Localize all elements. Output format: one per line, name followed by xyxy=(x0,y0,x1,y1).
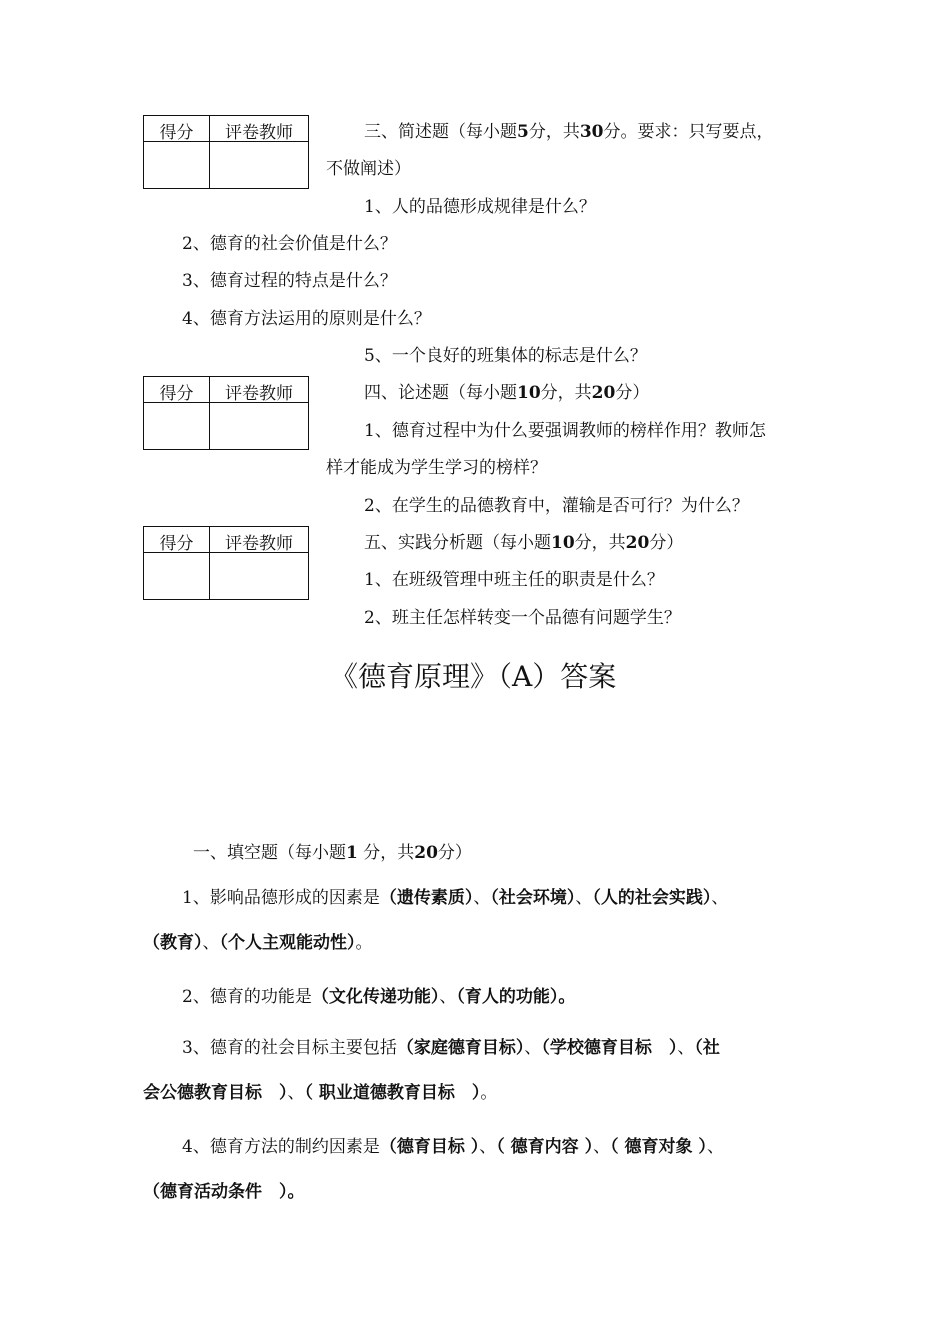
answer-3-line2: 会公德教育目标 ）、（ 职业道德教育目标 ）。 xyxy=(143,1083,498,1103)
score-box-section4 xyxy=(143,376,309,450)
section3-question-4: 4、德育方法运用的原则是什么？ xyxy=(182,309,431,329)
section3-question-3: 3、德育过程的特点是什么？ xyxy=(182,271,397,291)
answer-2: 2、德育的功能是（文化传递功能）、（育人的功能）。 xyxy=(182,987,576,1007)
grader-label: 评卷教师 xyxy=(225,123,293,143)
answers-section1-title: 一、填空题（每小题1 分，共20分） xyxy=(193,843,472,863)
section4-question-2: 2、在学生的品德教育中，灌输是否可行？为什么？ xyxy=(364,496,749,516)
score-box-section5 xyxy=(143,526,309,600)
section5-question-2: 2、班主任怎样转变一个品德有问题学生？ xyxy=(364,608,681,628)
answer-1-line2: （教育）、（个人主观能动性）。 xyxy=(143,933,373,953)
answer-1-line1: 1、影响品德形成的因素是（遗传素质）、（社会环境）、（人的社会实践）、 xyxy=(182,888,729,908)
section4-question-1a: 1、德育过程中为什么要强调教师的榜样作用？教师怎 xyxy=(364,421,766,441)
section3-title: 三、简述题（每小题5分，共30分。要求：只写要点， xyxy=(364,122,774,142)
section3-question-1: 1、人的品德形成规律是什么？ xyxy=(364,197,596,217)
section5-title: 五、实践分析题（每小题10分，共20分） xyxy=(364,533,684,553)
score-label: 得分 xyxy=(159,123,194,143)
section3-title-cont: 不做阐述） xyxy=(326,159,411,179)
grader-label: 评卷教师 xyxy=(225,384,293,404)
section3-question-5: 5、一个良好的班集体的标志是什么？ xyxy=(364,346,647,366)
answer-title: 《德育原理》（A）答案 xyxy=(330,660,617,693)
score-label: 得分 xyxy=(159,534,194,554)
score-box-section3 xyxy=(143,115,309,189)
grader-label: 评卷教师 xyxy=(225,534,293,554)
section4-title: 四、论述题（每小题10分，共20分） xyxy=(364,383,650,403)
score-label: 得分 xyxy=(159,384,194,404)
answer-4-line2: （德育活动条件 ）。 xyxy=(143,1182,305,1202)
answer-4-line1: 4、德育方法的制约因素是（德育目标 ）、（ 德育内容 ）、（ 德育对象 ）、 xyxy=(182,1137,724,1157)
answer-3-line1: 3、德育的社会目标主要包括（家庭德育目标）、（学校德育目标 ）、（社 xyxy=(182,1038,720,1058)
section5-question-1: 1、在班级管理中班主任的职责是什么？ xyxy=(364,570,664,590)
section3-question-2: 2、德育的社会价值是什么？ xyxy=(182,234,397,254)
section4-question-1b: 样才能成为学生学习的榜样？ xyxy=(326,458,547,478)
